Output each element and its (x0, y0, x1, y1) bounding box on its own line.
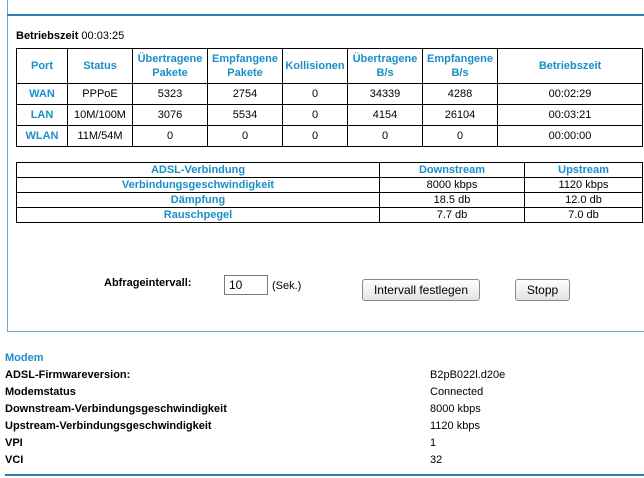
adsl-upstream-value: 1120 kbps (525, 178, 643, 193)
collisions: 0 (283, 105, 348, 126)
rx-packets: 5534 (208, 105, 283, 126)
adsl-metric-label: Dämpfung (17, 193, 380, 208)
port-uptime: 00:02:29 (498, 84, 643, 105)
modem-info-row (5, 386, 625, 403)
table-row (17, 105, 643, 126)
col-rx-bps: Empfangene B/s (423, 49, 498, 84)
modem-info-key: VPI (5, 437, 23, 449)
table-row (17, 178, 643, 193)
modem-info-row (5, 403, 625, 420)
adsl-upstream-value: 12.0 db (525, 193, 643, 208)
port-name: LAN (17, 105, 68, 126)
port-uptime: 00:00:00 (498, 126, 643, 147)
system-uptime (16, 30, 124, 42)
modem-info-key: ADSL-Firmwareversion: (5, 369, 131, 381)
col-tx-packets: Übertragene Pakete (133, 49, 208, 84)
port-name: WLAN (17, 126, 68, 147)
poll-interval-unit: (Sek.) (272, 280, 302, 292)
modem-info-value: 1120 kbps (430, 420, 480, 432)
collisions: 0 (283, 126, 348, 147)
rx-packets: 0 (208, 126, 283, 147)
tx-bps: 4154 (348, 105, 423, 126)
adsl-metric-label: Verbindungsgeschwindigkeit (17, 178, 380, 193)
adsl-downstream-value: 8000 kbps (380, 178, 525, 193)
adsl-metric-label: Rauschpegel (17, 208, 380, 223)
uptime-value: 00:03:25 (81, 30, 125, 42)
modem-info-key: Upstream-Verbindungsgeschwindigkeit (5, 420, 212, 432)
modem-info-value: 8000 kbps (430, 403, 481, 415)
adsl-downstream-value: 18.5 db (380, 193, 525, 208)
tx-bps: 0 (348, 126, 423, 147)
rx-bps: 4288 (423, 84, 498, 105)
bottom-divider (5, 474, 644, 476)
port-status: PPPoE (68, 84, 133, 105)
modem-info-row (5, 454, 625, 471)
col-tx-bps: Übertragene B/s (348, 49, 423, 84)
modem-section-title: Modem (5, 352, 44, 364)
adsl-header-label: ADSL-Verbindung (17, 163, 380, 178)
top-divider (7, 14, 644, 16)
modem-info-row (5, 369, 625, 386)
table-header-row (17, 49, 643, 84)
adsl-header-row (17, 163, 643, 178)
adsl-upstream-value: 7.0 db (525, 208, 643, 223)
poll-interval-label: Abfrageintervall: (104, 277, 192, 289)
rx-packets: 2754 (208, 84, 283, 105)
col-port: Port (17, 49, 68, 84)
collisions: 0 (283, 84, 348, 105)
modem-info-value: 1 (430, 437, 437, 449)
tx-packets: 5323 (133, 84, 208, 105)
tx-packets: 3076 (133, 105, 208, 126)
table-row (17, 208, 643, 223)
modem-info-value: Connected (430, 386, 484, 398)
rx-bps: 26104 (423, 105, 498, 126)
table-row (17, 193, 643, 208)
modem-info-value: B2pB022l.d20e (430, 369, 506, 381)
uptime-label: Betriebszeit (16, 30, 79, 42)
table-row (17, 84, 643, 105)
stop-button[interactable]: Stopp (515, 279, 570, 301)
modem-info-value: 32 (430, 454, 443, 466)
port-status: 10M/100M (68, 105, 133, 126)
col-uptime: Betriebszeit (498, 49, 643, 84)
modem-info-key: Modemstatus (5, 386, 76, 398)
set-interval-button[interactable]: Intervall festlegen (362, 279, 480, 301)
modem-info-row (5, 437, 625, 454)
tx-packets: 0 (133, 126, 208, 147)
port-status: 11M/54M (68, 126, 133, 147)
port-uptime: 00:03:21 (498, 105, 643, 126)
col-rx-packets: Empfangene Pakete (208, 49, 283, 84)
modem-info-key: VCI (5, 454, 24, 466)
adsl-header-downstream: Downstream (380, 163, 525, 178)
col-collisions: Kollisionen (283, 49, 348, 84)
port-statistics-table (16, 48, 643, 147)
adsl-connection-table (16, 162, 643, 223)
poll-interval-input[interactable] (224, 275, 268, 295)
modem-info-key: Downstream-Verbindungsgeschwindigkeit (5, 403, 227, 415)
modem-info-row (5, 420, 625, 437)
tx-bps: 34339 (348, 84, 423, 105)
adsl-header-upstream: Upstream (525, 163, 643, 178)
col-status: Status (68, 49, 133, 84)
rx-bps: 0 (423, 126, 498, 147)
adsl-downstream-value: 7.7 db (380, 208, 525, 223)
table-row (17, 126, 643, 147)
port-name: WAN (17, 84, 68, 105)
